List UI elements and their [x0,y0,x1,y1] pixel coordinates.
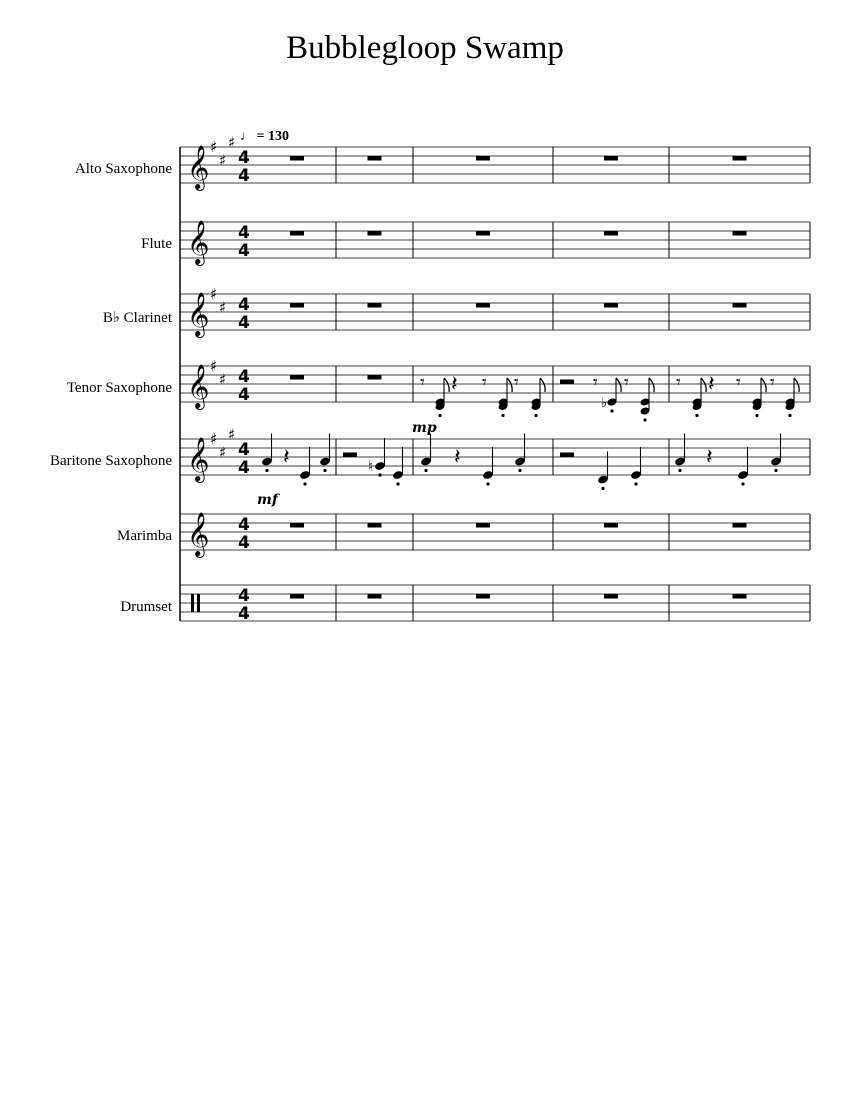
eighth-rest-icon: 𝄾 [624,372,629,393]
whole-rest-icon [733,594,747,599]
whole-rest-icon [476,231,490,236]
treble-clef-icon: 𝄞 [187,220,210,264]
whole-rest-icon [604,156,618,161]
quarter-rest-icon: 𝄽 [451,372,458,397]
staccato-dot [774,469,777,472]
whole-rest-icon [368,375,382,380]
time-signature-top: 4 [238,586,250,606]
whole-rest-icon [290,156,304,161]
eighth-rest-icon: 𝄾 [514,372,519,393]
time-signature-top: 4 [238,223,250,243]
staccato-dot [265,469,268,472]
staccato-dot [788,414,791,417]
instrument-label-flute: Flute [141,236,172,252]
time-signature-bottom: 4 [238,166,250,186]
whole-rest-icon [368,523,382,528]
staccato-dot [438,414,441,417]
note-flag [701,378,706,392]
whole-rest-icon [476,156,490,161]
whole-rest-icon [290,375,304,380]
treble-clef-icon: 𝄞 [187,364,210,408]
treble-clef-icon: 𝄞 [187,292,210,336]
note-flag [649,378,654,392]
time-signature-top: 4 [238,515,250,535]
time-signature-top: 4 [238,295,250,315]
treble-clef-icon: 𝄞 [187,512,210,556]
whole-rest-icon [368,303,382,308]
note-flag [540,378,545,392]
staccato-dot [695,414,698,417]
note-flag [761,378,766,392]
staff [180,366,810,402]
whole-rest-icon [733,231,747,236]
note-flag [794,378,799,392]
whole-rest-icon [604,231,618,236]
natural-icon: ♮ [368,459,374,475]
eighth-rest-icon: 𝄾 [676,372,681,393]
key-sharp-icon: ♯ [228,133,236,152]
time-signature-bottom: 4 [238,385,250,405]
eighth-rest-icon: 𝄾 [482,372,487,393]
eighth-rest-icon: 𝄾 [593,372,598,393]
half-rest-icon [560,453,574,458]
key-sharp-icon: ♯ [219,370,227,389]
key-sharp-icon: ♯ [228,425,236,444]
staccato-dot [424,469,427,472]
staff [180,294,810,330]
tempo-value: = 130 [256,129,289,144]
staccato-dot [486,482,489,485]
quarter-note-icon: ♩ [240,128,253,143]
score-title: Bubblegloop Swamp [286,30,564,66]
treble-clef-icon: 𝄞 [187,437,210,481]
instrument-label-baritone-saxophone: Baritone Saxophone [49,453,172,469]
staccato-dot [323,469,326,472]
flat-icon: ♭ [601,396,608,411]
time-signature-bottom: 4 [238,241,250,261]
quarter-rest-icon: 𝄽 [708,372,715,397]
staff [180,514,810,550]
whole-rest-icon [290,231,304,236]
staccato-dot [634,482,637,485]
note-flag [507,378,512,392]
staccato-dot [755,414,758,417]
note-flag [444,378,449,392]
half-rest-icon [560,380,574,385]
staccato-dot [678,469,681,472]
staccato-dot [396,482,399,485]
key-sharp-icon: ♯ [219,298,227,317]
staccato-dot [518,469,521,472]
staff [180,147,810,183]
staccato-dot [643,418,646,421]
time-signature-bottom: 4 [238,458,250,478]
staff [180,222,810,258]
instrument-label-alto-saxophone: Alto Saxophone [74,161,172,177]
whole-rest-icon [604,594,618,599]
instrument-label-drumset: Drumset [120,599,172,615]
time-signature-bottom: 4 [238,533,250,553]
key-sharp-icon: ♯ [219,443,227,462]
whole-rest-icon [476,303,490,308]
staccato-dot [303,482,306,485]
time-signature-bottom: 4 [238,604,250,624]
treble-clef-icon: 𝄞 [187,145,210,189]
dynamic-mf: mf [257,492,278,508]
whole-rest-icon [733,303,747,308]
key-sharp-icon: ♯ [210,430,218,448]
whole-rest-icon [368,231,382,236]
whole-rest-icon [476,594,490,599]
time-signature-top: 4 [238,148,250,168]
quarter-rest-icon: 𝄽 [454,445,461,470]
whole-rest-icon [368,594,382,599]
percussion-clef-icon [197,594,200,612]
whole-rest-icon [733,156,747,161]
whole-rest-icon [290,303,304,308]
whole-rest-icon [604,303,618,308]
staccato-dot [378,473,381,476]
staccato-dot [610,409,613,412]
eighth-rest-icon: 𝄾 [736,372,741,393]
instrument-label-marimba: Marimba [117,528,172,544]
eighth-rest-icon: 𝄾 [420,372,425,393]
instrument-label-tenor-saxophone: Tenor Saxophone [66,380,172,396]
whole-rest-icon [368,156,382,161]
whole-rest-icon [733,523,747,528]
time-signature-bottom: 4 [238,313,250,333]
staccato-dot [501,414,504,417]
time-signature-top: 4 [238,440,250,460]
staccato-dot [534,414,537,417]
eighth-rest-icon: 𝄾 [770,372,775,393]
staff [180,439,810,475]
quarter-rest-icon: 𝄽 [283,445,290,470]
dynamic-mp: mp [412,420,437,436]
key-sharp-icon: ♯ [210,285,218,303]
instrument-label-clarinet: B♭ Clarinet [102,310,172,326]
key-sharp-icon: ♯ [210,357,218,375]
percussion-clef-icon [191,594,194,612]
staff [180,585,810,621]
whole-rest-icon [290,523,304,528]
whole-rest-icon [476,523,490,528]
staccato-dot [741,482,744,485]
half-rest-icon [343,453,357,458]
staccato-dot [601,487,604,490]
key-sharp-icon: ♯ [210,138,218,156]
note-flag [616,378,621,392]
whole-rest-icon [604,523,618,528]
whole-rest-icon [290,594,304,599]
time-signature-top: 4 [238,367,250,387]
key-sharp-icon: ♯ [219,151,227,170]
quarter-rest-icon: 𝄽 [706,445,713,470]
